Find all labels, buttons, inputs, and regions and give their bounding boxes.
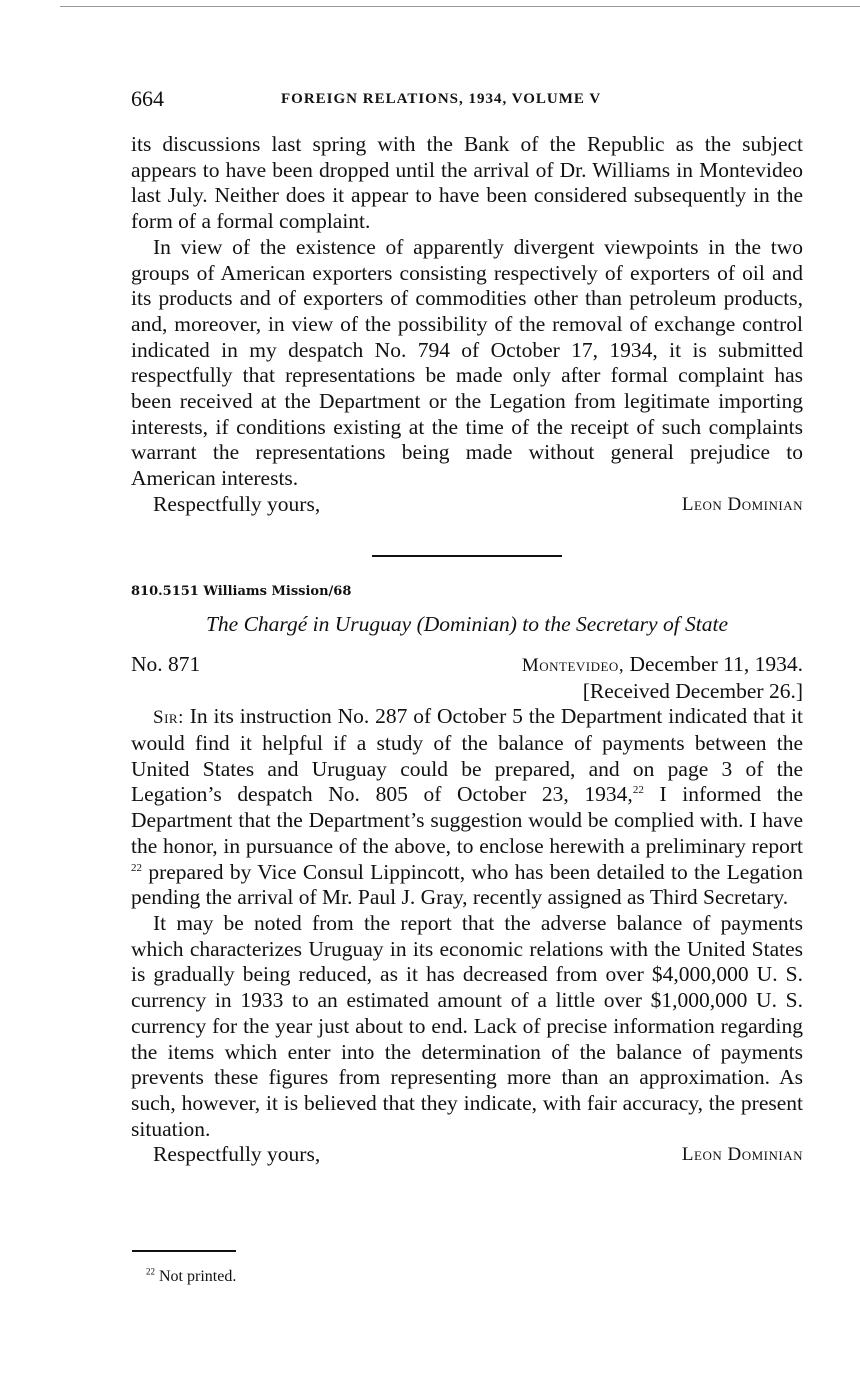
place: Montevideo, xyxy=(521,654,625,676)
received-date: [Received December 26.] xyxy=(582,678,803,703)
footnote-reference: 22 xyxy=(632,784,644,797)
body-paragraph: In view of the existence of apparently divergent viewpoints in the two groups of American exporters consisting respectively of exporters of oil and its products and of exporters of commodities other than petroleum products, and, moreover, in view of the possibility of the removal of exchange control indicated in my despatch No. 794 of October 17, 1934, it is submitted respectfully that representations be made only after formal complaint has been received at the Department or the Legation from legitimate importing interests, if conditions existing at the time of the receipt of such complaints warrant the representations being made without general prejudice to American interests. xyxy=(131,234,803,491)
running-head: FOREIGN RELATIONS, 1934, VOLUME V xyxy=(281,91,602,107)
body-paragraph: It may be noted from the report that the adverse balance of payments which characterizes Uruguay in its economic relations with the United States is gradually being reduced, as it has decreased from over $4,000,000 U. S. currency in 1933 to an estimated amount of a little over $1,000,000 U. S. currency for the year just about to end. Lack of precise information regarding the items which enter into the determination of the balance of payments prevents these figures from representing more than an approximation. As such, however, it is believed that they indicate, with fair accuracy, the present situation. xyxy=(131,910,803,1141)
paragraph-text: I informed the Department that the Department’s suggestion would be complied with. I have the honor, in pursuance of the above, to enclose herewith a preliminary report xyxy=(131,782,803,858)
letter-closing xyxy=(153,492,803,518)
top-rule xyxy=(60,6,860,7)
paragraph-text: prepared by Vice Consul Lippincott, who has been detailed to the Legation pending the arrival of Mr. Paul J. Gray, recently assigned as Third Secretary. xyxy=(131,859,804,910)
section-separator xyxy=(372,555,562,557)
document-title: The Chargé in Uruguay (Dominian) to the Secretary of State xyxy=(205,612,729,637)
footnote-rule xyxy=(132,1250,236,1252)
page-body xyxy=(131,132,803,1168)
letter-closing xyxy=(153,1142,803,1168)
paragraph-text: In its instruction No. 287 of October 5 the Department indicated that it would find it helpful if a study of the balance of payments between the United States and Uruguay could be prepared, and on page 3 of the Legation’s despatch No. 805 of October 23, 1934, xyxy=(131,704,804,807)
file-reference: 810.5151 Williams Mission/68 xyxy=(131,583,352,599)
signature: Leon Dominian xyxy=(681,493,803,515)
signature: Leon Dominian xyxy=(681,1144,803,1166)
salutation: Sir: xyxy=(153,707,184,729)
closing-phrase: Respectfully yours, xyxy=(153,1142,321,1167)
footnote-text: Not printed. xyxy=(159,1268,237,1285)
page-number: 664 xyxy=(131,86,164,111)
date: December 11, 1934. xyxy=(629,651,803,676)
place-and-date xyxy=(522,652,803,679)
footnote-marker: 22 xyxy=(146,1266,155,1277)
dateline xyxy=(131,652,803,679)
despatch-number: No. 871 xyxy=(131,651,201,676)
continuation-paragraph: its discussions last spring with the Bank of the Republic as the subject appears to have been dropped until the arrival of Dr. Williams in Montevideo last July. Neither does it appear to have been considered subsequently in the form of a formal complaint. xyxy=(131,132,803,234)
footnote-reference: 22 xyxy=(131,861,142,874)
closing-phrase: Respectfully yours, xyxy=(153,491,321,516)
body-paragraph xyxy=(131,704,803,911)
footnote xyxy=(146,1268,236,1286)
